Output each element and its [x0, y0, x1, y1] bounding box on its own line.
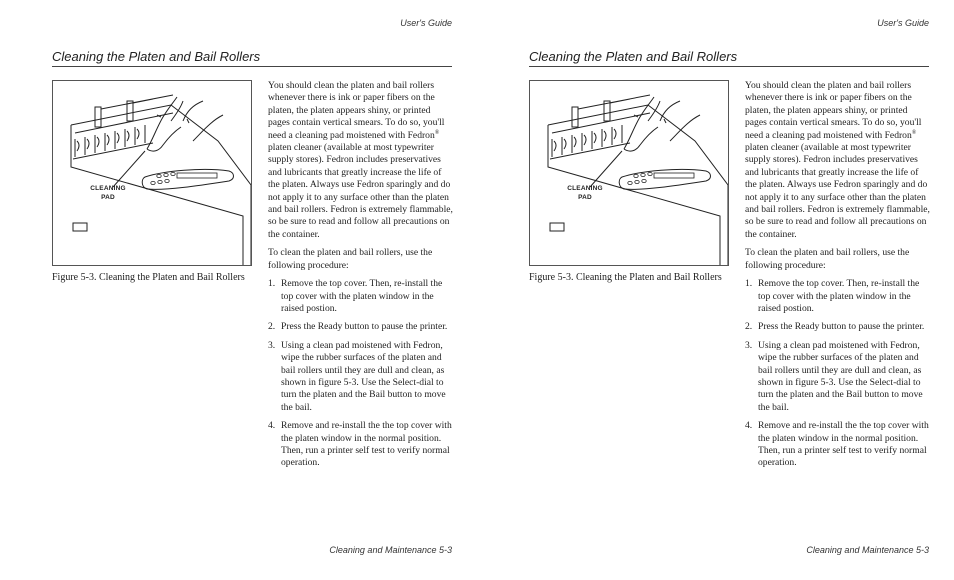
printer-illustration	[530, 81, 729, 266]
intro-paragraph: You should clean the platen and bail rollers whenever there is ink or paper fibers on the platen, the platen appears shiny, or printed pages contain vertical smears. To do so, you'll need a cleaning pad moistened with Fedron® platen cleaner (available at most typewriter supply stores). Fedron includes preservatives and lubricants that greatly increase the life of the platen. Always use Fedron sparingly and do not apply it to any surface other than the platen and bail rollers. Fedron is extremely flammable, so be sure to read and follow all precautions on the container.	[745, 80, 930, 240]
procedure-intro: To clean the platen and bail rollers, use the following procedure:	[745, 247, 910, 271]
list-item: 1. Remove the top cover. Then, re-install the top cover with the platen window in the raised postion.	[268, 278, 443, 314]
figure-platen-cleaning	[52, 80, 252, 266]
cleaning-pad-label: CLEANING PAD	[90, 185, 126, 201]
procedure-steps	[745, 278, 931, 470]
figure-platen-cleaning	[529, 80, 729, 266]
running-footer: Cleaning and Maintenance 5-3	[806, 545, 929, 555]
list-item: 2. Press the Ready button to pause the printer.	[745, 321, 925, 333]
list-item: 4. Remove and re-install the the top cover with the platen window in the normal position. Then, run a printer self test to verify normal operation.	[745, 420, 929, 469]
list-item: 3. Using a clean pad moistened with Fedron, wipe the rubber surfaces of the platen and bail rollers until they are dull and clean, as shown in figure 5-3. Use the Select-dial to turn the platen and the Bail button to move the bail.	[745, 339, 923, 413]
body-text	[745, 80, 931, 476]
right-page	[529, 0, 929, 580]
procedure-intro: To clean the platen and bail rollers, use the following procedure:	[268, 247, 433, 271]
left-page	[52, 0, 452, 580]
title-rule	[52, 66, 452, 67]
title-rule	[529, 66, 929, 67]
printer-illustration	[53, 81, 252, 266]
intro-paragraph: You should clean the platen and bail rollers whenever there is ink or paper fibers on the platen, the platen appears shiny, or printed pages contain vertical smears. To do so, you'll need a cleaning pad moistened with Fedron® platen cleaner (available at most typewriter supply stores). Fedron includes preservatives and lubricants that greatly increase the life of the platen. Always use Fedron sparingly and do not apply it to any surface other than the platen and bail rollers. Fedron is extremely flammable, so be sure to read and follow all precautions on the container.	[268, 80, 453, 240]
list-item: 2. Press the Ready button to pause the printer.	[268, 321, 448, 333]
running-header: User's Guide	[877, 18, 929, 28]
list-item: 4. Remove and re-install the the top cover with the platen window in the normal position. Then, run a printer self test to verify normal operation.	[268, 420, 452, 469]
body-text	[268, 80, 454, 476]
procedure-steps	[268, 278, 454, 470]
list-item: 3. Using a clean pad moistened with Fedron, wipe the rubber surfaces of the platen and bail rollers until they are dull and clean, as shown in figure 5-3. Use the Select-dial to turn the platen and the Bail button to move the bail.	[268, 339, 446, 413]
running-footer: Cleaning and Maintenance 5-3	[329, 545, 452, 555]
figure-caption: Figure 5-3. Cleaning the Platen and Bail Rollers	[52, 272, 245, 283]
cleaning-pad-label: CLEANING PAD	[567, 185, 603, 201]
section-title: Cleaning the Platen and Bail Rollers	[52, 49, 261, 64]
list-item: 1. Remove the top cover. Then, re-install the top cover with the platen window in the raised postion.	[745, 278, 920, 314]
section-title: Cleaning the Platen and Bail Rollers	[529, 49, 738, 64]
figure-caption: Figure 5-3. Cleaning the Platen and Bail Rollers	[529, 272, 722, 283]
running-header: User's Guide	[400, 18, 452, 28]
